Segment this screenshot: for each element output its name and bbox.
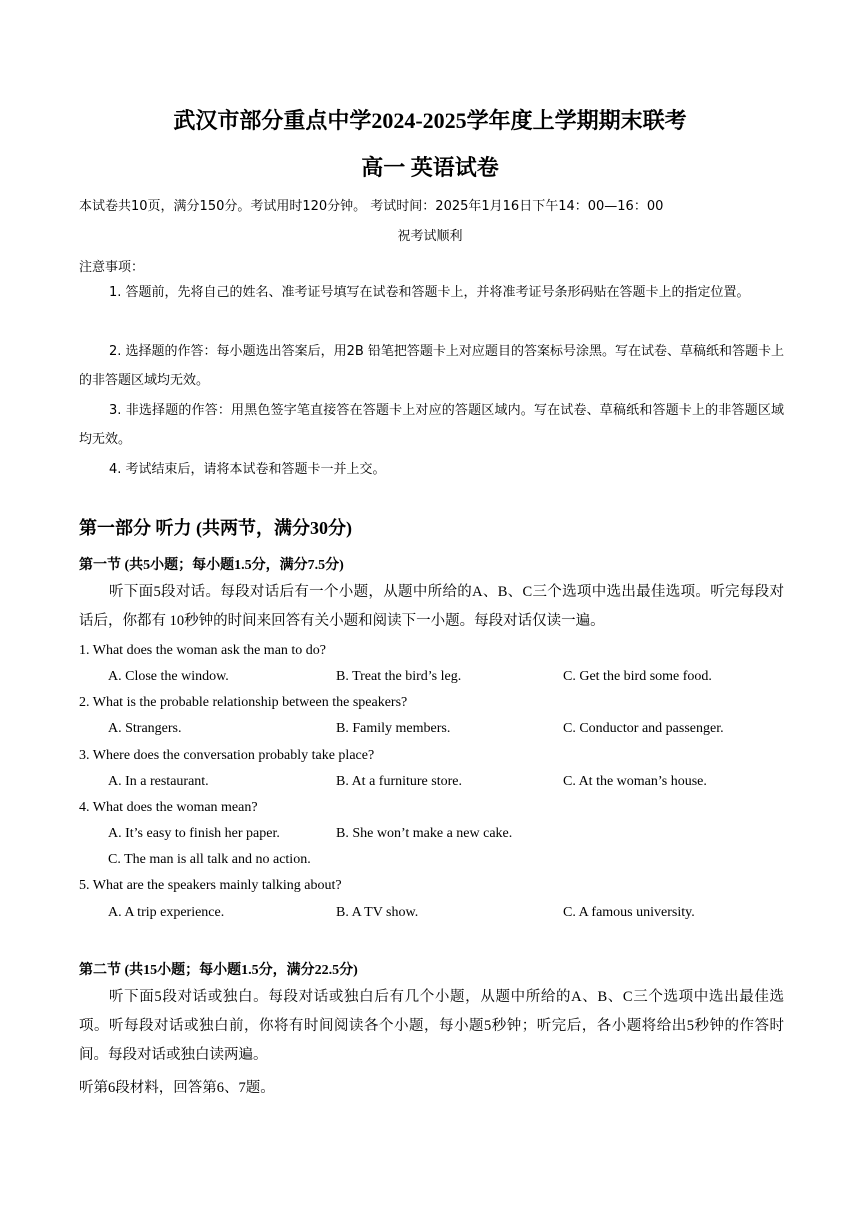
option-a: A. Strangers. bbox=[108, 721, 182, 736]
option-c: C. Conductor and passenger. bbox=[563, 721, 724, 736]
section1-instruction: 听下面5段对话。每段对话后有一个小题，从题中所给的A、B、C三个选项中选出最佳选项。听完每段对话后，你都有 10秒钟的时间来回答有关小题和阅读下一小题。每段对话仅读一遍。 bbox=[79, 584, 784, 629]
part1-heading: 第一部分 听力 (共两节，满分30分) bbox=[79, 518, 352, 538]
notice-heading: 注意事项： bbox=[79, 260, 145, 275]
notice-item: 3. 非选择题的作答：用黑色签字笔直接答在答题卡上对应的答题区域内。写在试卷、草稿纸和答题卡上的非答题区域均无效。 bbox=[79, 403, 784, 447]
option-c: C. Get the bird some food. bbox=[563, 669, 712, 684]
exam-subtitle: 高一 英语试卷 bbox=[361, 155, 499, 180]
option-a: A. It’s easy to finish her paper. bbox=[108, 826, 280, 841]
question-stem: 1. What does the woman ask the man to do? bbox=[79, 643, 327, 658]
notice-item: 4. 考试结束后，请将本试卷和答题卡一并上交。 bbox=[109, 462, 386, 477]
question-stem: 5. What are the speakers mainly talking about? bbox=[79, 878, 342, 893]
exam-wish: 祝考试顺利 bbox=[397, 229, 463, 244]
section2-heading: 第二节 (共15小题；每小题1.5分，满分22.5分) bbox=[79, 963, 358, 978]
section2-instruction: 听下面5段对话或独白。每段对话或独白后有几个小题，从题中所给的A、B、C三个选项中选出最佳选项。听每段对话或独白前，你将有时间阅读各个小题，每小题5秒钟；听完后，各小题将给出5秒钟的作答时间。每段对话或独白读两遍。 bbox=[79, 989, 784, 1063]
material-note: 听第6段材料，回答第6、7题。 bbox=[79, 1080, 275, 1096]
option-a: A. Close the window. bbox=[108, 669, 229, 684]
option-c: C. The man is all talk and no action. bbox=[108, 852, 311, 867]
option-c: C. At the woman’s house. bbox=[563, 774, 707, 789]
option-a: A. In a restaurant. bbox=[108, 774, 209, 789]
question-stem: 4. What does the woman mean? bbox=[79, 800, 258, 815]
option-b: B. A TV show. bbox=[336, 905, 419, 920]
option-b: B. At a furniture store. bbox=[336, 774, 462, 789]
option-b: B. She won’t make a new cake. bbox=[336, 826, 513, 841]
notice-item: 2. 选择题的作答：每小题选出答案后，用2B 铅笔把答题卡上对应题目的答案标号涂黑。写在试卷、草稿纸和答题卡上的非答题区域均无效。 bbox=[79, 344, 784, 388]
question-stem: 2. What is the probable relationship between the speakers? bbox=[79, 695, 408, 710]
option-a: A. A trip experience. bbox=[108, 905, 225, 920]
option-b: B. Treat the bird’s leg. bbox=[336, 669, 462, 684]
question-stem: 3. Where does the conversation probably take place? bbox=[79, 748, 375, 763]
option-b: B. Family members. bbox=[336, 721, 451, 736]
exam-info: 本试卷共10页，满分150分。考试用时120分钟。 考试时间：2025年1月16日下午14：00—16：00 bbox=[79, 199, 664, 214]
section1-heading: 第一节 (共5小题；每小题1.5分，满分7.5分) bbox=[79, 558, 344, 573]
option-c: C. A famous university. bbox=[563, 905, 695, 920]
exam-title: 武汉市部分重点中学2024-2025学年度上学期期末联考 bbox=[173, 108, 687, 133]
notice-item: 1. 答题前，先将自己的姓名、准考证号填写在试卷和答题卡上，并将准考证号条形码贴在答题卡上的指定位置。 bbox=[109, 285, 750, 300]
